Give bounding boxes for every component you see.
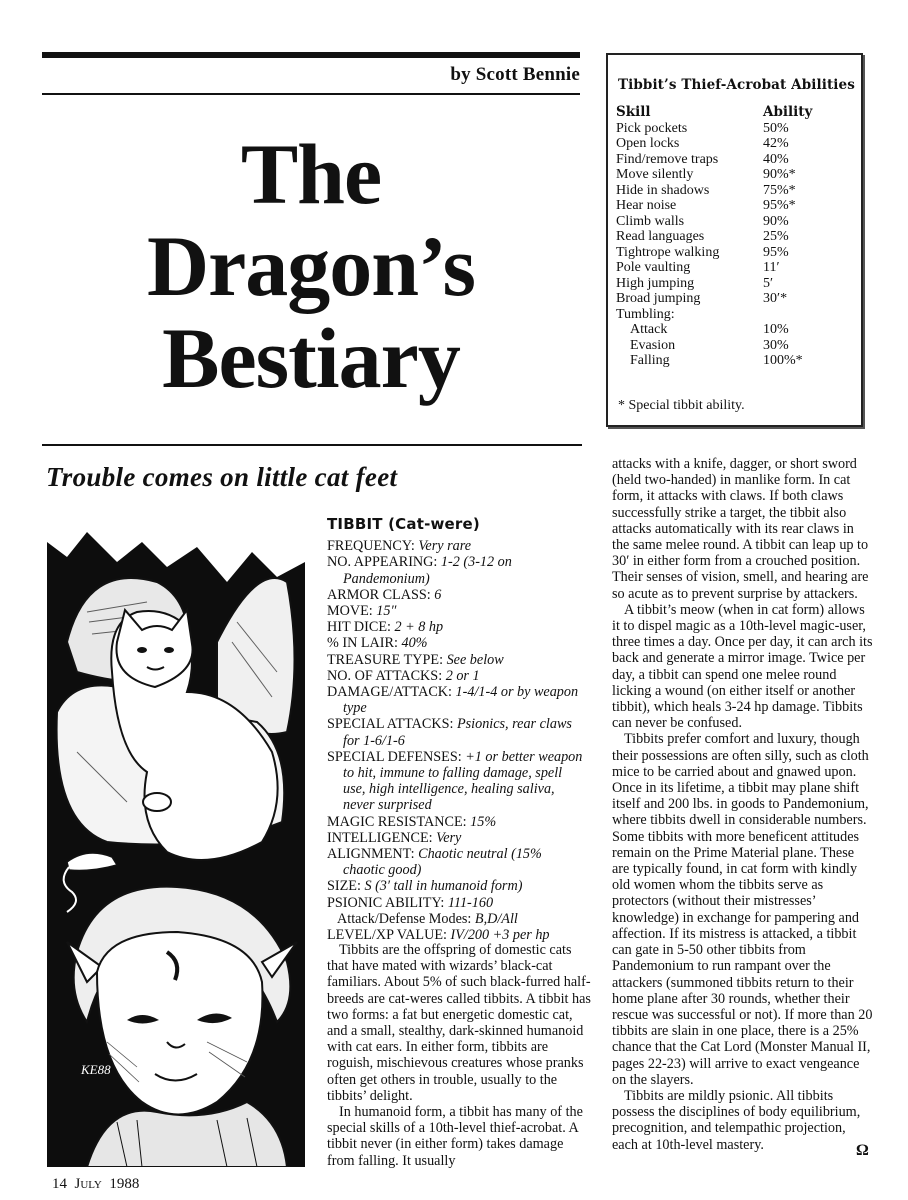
stat-entry <box>327 846 587 878</box>
table-row <box>616 136 851 152</box>
stat-key: TREASURE TYPE: <box>327 651 444 668</box>
table-row <box>616 121 851 137</box>
stat-key: SPECIAL DEFENSES: <box>327 748 462 765</box>
table-row <box>616 214 851 230</box>
table-header-row <box>616 105 851 121</box>
skill-cell: Move silently <box>616 167 694 182</box>
table-row <box>616 245 851 261</box>
stat-entry <box>327 619 587 635</box>
body-paragraph: In humanoid form, a tibbit has many of the special skills of a 10th-level thief-acrobat. A tibbit never (in either form) takes damage from falling. It usually <box>327 1104 583 1169</box>
stat-entry <box>327 749 587 814</box>
stat-value: B,D/All <box>474 910 518 927</box>
top-rule <box>42 52 580 58</box>
skill-cell: Open locks <box>616 136 680 151</box>
stat-value: 40% <box>401 635 428 652</box>
ability-cell: 30% <box>763 337 789 353</box>
creature-name: TIBBIT (Cat-were) <box>327 515 480 533</box>
stat-entry <box>327 927 587 943</box>
stat-value: Very rare <box>418 538 471 555</box>
stat-key: NO. APPEARING: <box>327 554 438 571</box>
divider-rule <box>42 93 580 95</box>
stat-block <box>327 516 587 943</box>
table-row <box>616 353 851 369</box>
stat-value: See below <box>446 651 504 668</box>
table-row <box>616 338 851 354</box>
ability-cell: 42% <box>763 136 789 151</box>
cat-eye <box>164 647 174 653</box>
stat-entry <box>327 716 587 748</box>
column-header-ability: Ability <box>763 104 813 120</box>
illustration-artwork <box>47 522 305 1167</box>
cat-paw <box>143 793 171 811</box>
body-column-right <box>612 456 874 1153</box>
stat-value: 1-2 (3-12 on Pandemonium) <box>343 554 512 587</box>
skill-cell: Pole vaulting <box>616 260 691 275</box>
title-line: Dragon’s <box>146 218 476 314</box>
stat-key: NO. OF ATTACKS: <box>327 667 443 684</box>
stat-key: INTELLIGENCE: <box>327 829 433 846</box>
artist-signature: KE88 <box>81 1062 111 1077</box>
cat-eye <box>137 647 147 653</box>
skill-cell: Hide in shadows <box>616 182 710 198</box>
body-paragraph: A tibbit’s meow (when in cat form) allows it to dispel magic as a 10th-level magic-user, three times a day. Once per day, it can arch its back and generate a mirror image. Twice per day, a tibbit can spend one melee round licking a wound (on either itself or another tibbit), which heals 3-24 hp damage. Tibbits can never be confused. <box>612 601 873 732</box>
ability-cell: 11′ <box>763 260 780 275</box>
ability-cell: 40% <box>763 151 789 167</box>
ability-cell: 100%* <box>763 353 803 368</box>
stat-value: Very <box>436 829 462 846</box>
ability-cell: 25% <box>763 229 789 244</box>
stat-entry <box>327 635 587 651</box>
skill-cell: Broad jumping <box>616 291 701 306</box>
ability-cell: 75%* <box>763 182 796 198</box>
skill-cell: Tumbling: <box>616 306 675 322</box>
stat-value: 111-160 <box>447 894 494 911</box>
abilities-sidebar <box>606 53 863 427</box>
page-footer <box>52 1176 139 1193</box>
sidebar-footnote: * Special tibbit ability. <box>618 398 745 413</box>
table-row <box>616 276 851 292</box>
article-title <box>42 128 580 404</box>
byline: by Scott Bennie <box>450 64 580 85</box>
skill-cell: Pick pockets <box>616 120 688 136</box>
stat-entry <box>327 652 587 668</box>
skill-cell: Find/remove traps <box>616 151 719 167</box>
stat-key: PSIONIC ABILITY: <box>327 894 445 911</box>
stat-entry <box>327 911 587 927</box>
skill-cell: Read languages <box>616 229 705 244</box>
end-of-article-icon: Ω <box>856 1142 869 1159</box>
ability-cell: 90%* <box>763 167 796 182</box>
stat-value: 2 + 8 hp <box>394 619 444 636</box>
issue-month: July <box>74 1176 102 1192</box>
ability-cell: 95% <box>763 244 789 260</box>
stat-value: 6 <box>434 586 442 603</box>
table-row <box>616 322 851 338</box>
skill-cell: Evasion <box>630 337 676 353</box>
ability-cell: 30′* <box>763 291 788 306</box>
stat-entry <box>327 895 587 911</box>
stat-key: ALIGNMENT: <box>327 846 415 863</box>
stat-entry <box>327 684 587 716</box>
stat-value: 1-4/1-4 or by weapon type <box>343 684 579 717</box>
article-subtitle: Trouble comes on little cat feet <box>46 462 398 492</box>
divider-rule <box>42 444 582 446</box>
table-row <box>616 260 851 276</box>
sidebar-title: Tibbit’s Thief-Acrobat Abilities <box>618 77 855 93</box>
table-row <box>616 229 851 245</box>
ability-cell: 95%* <box>763 198 796 213</box>
stat-value: 15″ <box>376 603 397 620</box>
stat-value: S (3′ tall in humanoid form) <box>364 878 523 895</box>
ability-cell: 90% <box>763 213 789 229</box>
column-header-skill: Skill <box>616 104 651 120</box>
skill-cell: Tightrope walking <box>616 244 720 260</box>
skill-cell: Attack <box>630 322 668 337</box>
table-row <box>616 167 851 183</box>
stat-key: Attack/Defense Modes: <box>337 910 472 927</box>
title-line: The <box>240 126 382 222</box>
ability-cell: 10% <box>763 322 789 337</box>
stat-key: % IN LAIR: <box>327 635 398 652</box>
stat-key: SPECIAL ATTACKS: <box>327 716 454 733</box>
body-paragraph: Tibbits are mildly psionic. All tibbits possess the disciplines of body equilibrium, precognition, and telempathic projection, each at 10th-level mastery. <box>612 1087 861 1153</box>
ability-cell: 50% <box>763 120 789 136</box>
stat-key: HIT DICE: <box>327 619 391 636</box>
stat-value: 15% <box>470 813 497 830</box>
stat-key: LEVEL/XP VALUE: <box>327 927 447 944</box>
table-row <box>616 152 851 168</box>
stat-value: Chaotic neutral (15% chaotic good) <box>343 846 542 879</box>
stat-list <box>327 538 587 943</box>
body-paragraph: Tibbits are the offspring of domestic cats that have mated with wizards’ black-cat familiars. About 5% of such black-furred half-breeds are cat-weres called tibbits. A tibbit has two forms: a fat but energetic domestic cat, and a small, stealthy, dark-skinned humanoid with cat ears. In either form, tibbits are roguish, mischievous creatures whose pranks often get others in trouble, usually to the tibbits’ delight. <box>327 942 591 1104</box>
abilities-table <box>616 105 851 369</box>
skill-cell: Hear noise <box>616 198 677 213</box>
stat-entry <box>327 878 587 894</box>
stat-value: IV/200 +3 per hp <box>450 927 550 944</box>
table-row <box>616 198 851 214</box>
stat-key: MOVE: <box>327 603 373 620</box>
stat-value: +1 or better weapon to hit, immune to falling damage, spell use, high intelligence, healing saliva, never surprised <box>343 748 583 814</box>
abilities-table-body <box>616 121 851 369</box>
body-column-middle <box>327 942 592 1169</box>
ability-cell <box>763 307 851 323</box>
stat-value: 2 or 1 <box>445 667 480 684</box>
ability-cell: 5′ <box>763 275 774 291</box>
stat-entry <box>327 814 587 830</box>
skill-cell: Climb walls <box>616 213 685 229</box>
stat-entry <box>327 538 587 554</box>
stat-value: Psionics, rear claws for 1-6/1-6 <box>343 716 572 749</box>
body-paragraph: Tibbits prefer comfort and luxury, though their possessions are often silly, such as cloth mice to be carried about and gnawed upon. Once in its lifetime, a tibbit may plane shift itself and 200 lbs. in goods to Pandemonium, where tibbits dwell in considerable numbers. Some tibbits with more beneficent attitudes remain on the Prime Material plane. These are typically found, in cat form with kindly old women whom the tibbits serve as protectors (without their mistresses’ knowledge) in exchange for pampering and affection. If its mistress is attacked, a tibbit can gate in 5-50 other tibbits from Pandemonium to run rampant over the attackers (summoned tibbits return to their home plane after 30 rounds, whether their rescue was successful or not). If more than 20 tibbits are slain in one place, there is a 25% chance that the Cat Lord (Monster Manual II, pages 22-23) will arrive to exact vengeance on the slayers. <box>612 731 873 1088</box>
table-row <box>616 291 851 307</box>
skill-cell: High jumping <box>616 275 695 291</box>
stat-key: DAMAGE/ATTACK: <box>327 684 452 701</box>
stat-entry <box>327 554 587 586</box>
skill-cell: Falling <box>630 353 670 368</box>
stat-key: SIZE: <box>327 878 361 895</box>
stat-key: FREQUENCY: <box>327 538 415 555</box>
table-row <box>616 307 851 323</box>
table-row <box>616 183 851 199</box>
body-paragraph: attacks with a knife, dagger, or short sword (held two-handed) in manlike form. In cat form, it attacks with claws. If both claws successfully strike a target, the tibbit also attacks automatically with its rear claws in the same melee round. A tibbit can leap up to 30′ in either form from a crouched position. Their senses of vision, smell, and hearing are so acute as to prevent surprise by attackers. <box>612 456 869 602</box>
stat-key: MAGIC RESISTANCE: <box>327 813 467 830</box>
issue-year: 1988 <box>109 1176 140 1192</box>
title-line: Bestiary <box>162 310 460 406</box>
stat-entry <box>327 587 587 603</box>
stat-key: ARMOR CLASS: <box>327 586 431 603</box>
tibbit-illustration <box>47 522 305 1167</box>
stat-entry <box>327 668 587 684</box>
page-number: 14 <box>52 1176 67 1192</box>
stat-entry <box>327 830 587 846</box>
stat-entry <box>327 603 587 619</box>
